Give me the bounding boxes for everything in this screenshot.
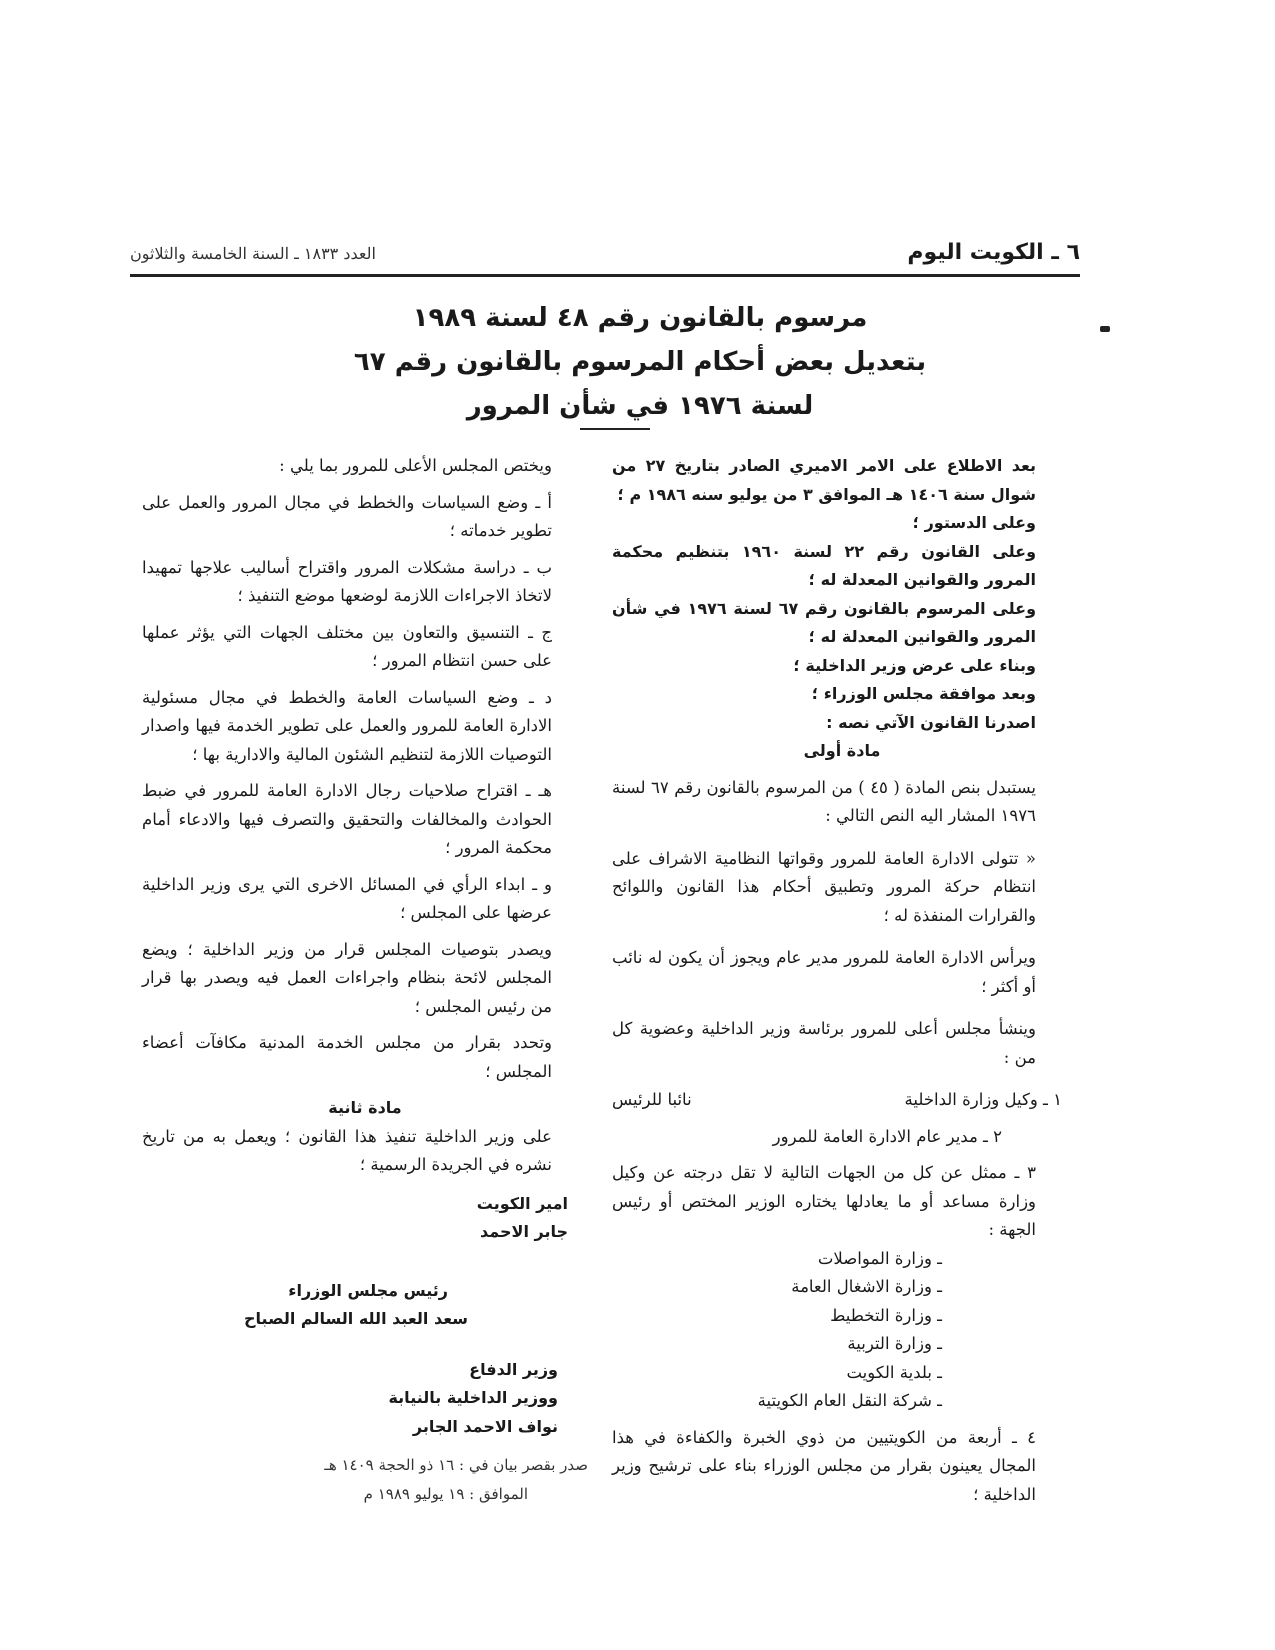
preamble-para: بعد الاطلاع على الامر الاميري الصادر بتاريخ ٢٧ من شوال سنة ١٤٠٦ هـ الموافق ٣ من يوليو سنه ١٩٨٦ م ؛	[612, 456, 1037, 504]
ministry-item: ـ وزارة الاشغال العامة	[791, 1277, 942, 1296]
amir-title: امير الكويت	[476, 1193, 568, 1213]
defense-minister-title: وزير الدفاع	[469, 1359, 558, 1379]
issued-date-hijri: صدر بقصر بيان في : ١٦ ذو الحجة ١٤٠٩ هـ	[324, 1456, 588, 1474]
council-para: ويصدر بتوصيات المجلس قرار من وزير الداخلية ؛ ويضع المجلس لائحة بنظام واجراءات العمل فيه ويصدر بها قرار من رئيس المجلس ؛	[142, 939, 552, 1016]
page-number-title: ٦ ـ الكويت اليوم	[907, 240, 1080, 265]
preamble-para: اصدرنا القانون الآتي نصه :	[826, 712, 1036, 732]
ministry-item: ـ شركة النقل العام الكويتية	[757, 1391, 942, 1410]
decree-title	[330, 296, 950, 428]
duty-item: هـ ـ اقتراح صلاحيات رجال الادارة العامة للمرور في ضبط الحوادث والمخالفات والتحقيق والتصرف فيها والادعاء أمام محكمة المرور ؛	[142, 781, 552, 857]
article-1-heading: مادة أولى	[803, 741, 881, 760]
article-1-para: « تتولى الادارة العامة للمرور وقواتها النظامية الاشراف على انتظام حركة المرور وتطبيق أحكام هذا القانون واللوائح والقرارات المنفذة له ؛	[612, 848, 1036, 925]
member-1-text: ١ ـ وكيل وزارة الداخلية	[904, 1090, 1062, 1109]
margin-mark	[1100, 326, 1110, 332]
member-1-role: نائبا للرئيس	[612, 1090, 692, 1109]
header-divider	[130, 274, 1080, 277]
title-line-2: بتعديل بعض أحكام المرسوم بالقانون رقم ٦٧	[353, 347, 927, 377]
duty-item: د ـ وضع السياسات العامة والخطط في مجال مسئولية الادارة العامة للمرور والعمل على تطوير الخدمة فيها واصدار التوصيات اللازمة لتنظيم الشئون المالية والادارية بها ؛	[142, 687, 552, 764]
ministry-item: ـ وزارة التربية	[847, 1334, 942, 1353]
ministry-item: ـ وزارة المواصلات	[817, 1248, 942, 1268]
council-duties-intro: ويختص المجلس الأعلى للمرور بما يلي :	[279, 456, 552, 475]
article-1-intro: يستبدل بنص المادة ( ٤٥ ) من المرسوم بالقانون رقم ٦٧ لسنة ١٩٧٦ المشار اليه النص التالي :	[612, 777, 1037, 825]
preamble-para: وعلى الدستور ؛	[912, 513, 1036, 532]
article-2-text: على وزير الداخلية تنفيذ هذا القانون ؛ ويعمل به من تاريخ نشره في الجريدة الرسمية ؛	[142, 1126, 552, 1174]
right-column	[612, 452, 1072, 1509]
article-1-para: وينشأ مجلس أعلى للمرور برئاسة وزير الداخلية وعضوية كل من :	[612, 1019, 1036, 1067]
council-member-3: ٣ ـ ممثل عن كل من الجهات التالية لا تقل درجته عن وكيل وزارة مساعد أو ما يعادلها يختاره الوزير المختص أو رئيس الجهة :	[612, 1163, 1036, 1239]
title-underline	[580, 428, 650, 430]
duty-item: ب ـ دراسة مشكلات المرور واقتراح أساليب علاجها تمهيدا لاتخاذ الاجراءات اللازمة لوضعها موضع التنفيذ ؛	[142, 557, 552, 605]
pm-name: سعد العبد الله السالم الصباح	[244, 1309, 468, 1328]
duty-item: ج ـ التنسيق والتعاون بين مختلف الجهات التي يؤثر عملها على حسن انتظام المرور ؛	[142, 622, 552, 670]
preamble-para: وبعد موافقة مجلس الوزراء ؛	[811, 684, 1036, 703]
council-member-2: ٢ ـ مدير عام الادارة العامة للمرور	[772, 1126, 1002, 1146]
page-header	[130, 240, 1080, 274]
ministry-item: ـ بلدية الكويت	[846, 1362, 942, 1382]
article-1-para: ويرأس الادارة العامة للمرور مدير عام ويجوز أن يكون له نائب أو أكثر ؛	[612, 948, 1036, 996]
preamble-para: وعلى المرسوم بالقانون رقم ٦٧ لسنة ١٩٧٦ في شأن المرور والقوانين المعدلة له ؛	[612, 598, 1037, 646]
defense-minister-name: نواف الاحمد الجابر	[412, 1416, 558, 1436]
duty-item: و ـ ابداء الرأي في المسائل الاخرى التي يرى وزير الداخلية عرضها على المجلس ؛	[142, 874, 552, 922]
pm-title: رئيس مجلس الوزراء	[288, 1280, 448, 1300]
council-member-1	[612, 1086, 1072, 1115]
amir-name: جابر الاحمد	[480, 1222, 568, 1241]
issued-date-gregorian: الموافق : ١٩ يوليو ١٩٨٩ م	[363, 1484, 528, 1503]
duty-item: أ ـ وضع السياسات والخطط في مجال المرور والعمل على تطوير خدماته ؛	[142, 492, 552, 540]
article-2-heading: مادة ثانية	[328, 1098, 402, 1117]
council-member-4: ٤ ـ أربعة من الكويتيين من ذوي الخبرة والكفاءة في هذا المجال يعينون بقرار من مجلس الوزراء بناء على ترشيح وزير الداخلية ؛	[612, 1427, 1036, 1504]
issue-info: العدد ١٨٣٣ ـ السنة الخامسة والثلاثون	[130, 244, 376, 263]
acting-interior-title: ووزير الداخلية بالنيابة	[388, 1388, 558, 1407]
title-line-3: لسنة ١٩٧٦ في شأن المرور	[466, 391, 814, 421]
preamble-para: وعلى القانون رقم ٢٢ لسنة ١٩٦٠ بتنظيم محكمة المرور والقوانين المعدلة له ؛	[612, 541, 1037, 589]
preamble-para: وبناء على عرض وزير الداخلية ؛	[793, 655, 1036, 675]
ministry-item: ـ وزارة التخطيط	[830, 1305, 942, 1325]
title-line-1: مرسوم بالقانون رقم ٤٨ لسنة ١٩٨٩	[412, 303, 868, 333]
left-column	[142, 452, 588, 1508]
council-para: وتحدد بقرار من مجلس الخدمة المدنية مكافآت أعضاء المجلس ؛	[142, 1033, 552, 1081]
